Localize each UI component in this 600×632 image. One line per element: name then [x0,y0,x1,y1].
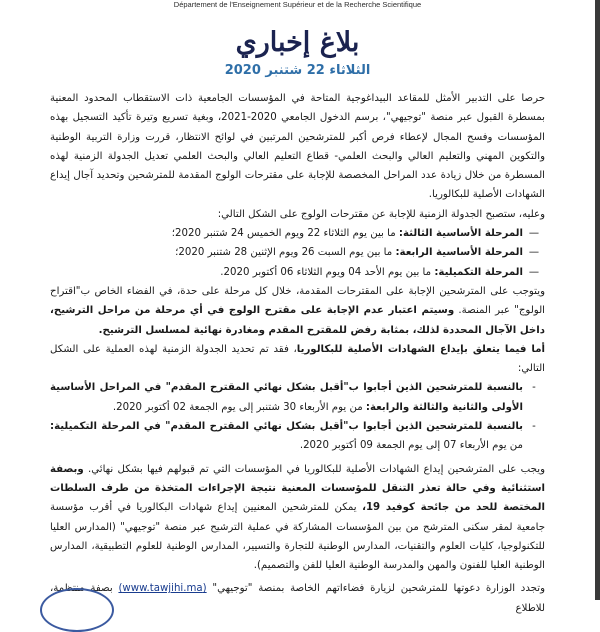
schedule-label: المرحلة التكميلية: [434,266,523,278]
response-text: ويتوجب على المترشحين الإجابة على المقترحات المقدمة، خلال كل مرحلة على حدة، في الفضاء الخاص ب"اقتراح الولوج" عبر المنصة. [50,285,545,317]
deposit-label: بالنسبة للمترشحين الذين أجابوا ب"أقبل بشكل نهائي المقترح المقدم" في المراحل الأساسية الأولى والثانية والثالثة والرابعة: [50,382,523,413]
dash-bullet-icon: - [532,382,536,394]
dash-bullet-icon: — [528,228,540,240]
deposit-text: من يوم الأربعاء 07 إلى يوم الجمعة 09 أكتوبر 2020. [299,440,523,452]
dash-bullet-icon: - [532,421,536,433]
schedule-label: المرحلة الأساسية الثالثة: [398,228,523,240]
schedule-text: ما بين يوم السبت 26 ويوم الإثنين 28 شتنبر 2020؛ [175,247,396,259]
page-edge [595,0,600,600]
department-header: Département de l'Enseignement Supérieur et de la Recherche Scientifique [173,0,422,9]
schedule-label: المرحلة الأساسية الرابعة: [395,247,523,259]
announcement-date: الثلاثاء 22 شتنبر 2020 [224,63,371,78]
schedule-text: ما بين يوم الثلاثاء 22 ويوم الخميس 24 شتنبر 2020؛ [171,228,399,240]
response-paragraph [50,282,545,340]
deposit-text: من يوم الأربعاء 30 شتنبر إلى يوم الجمعة 02 أكتوبر 2020. [112,401,366,413]
closing-paragraph [50,579,545,618]
dash-bullet-icon: — [528,247,540,259]
schedule-item [50,263,545,282]
final-exception: وبصفة استثنائية وفي حالة تعذر التنقل للمؤسسات المعنية نتيجة الإجراءات المتخذة من طرف السلطات المختصة للحد من جائحة كوفيد 19، [50,463,545,514]
final-paragraph [50,460,545,576]
deposit-label: بالنسبة للمترشحين الذين أجابوا ب"أقبل بشكل نهائي المقترح المقدم" في المرحلة التكميلية: [50,421,523,433]
closing-text-end: بصفة منتظمة، للاطلاع [50,583,545,614]
deposit-intro [50,340,545,379]
intro-paragraph: حرصا على التدبير الأمثل للمقاعد البيداغوجية المتاحة في المؤسسات الجامعية ذات الاستقطاب المحدود المعنية بمسطرة القبول عبر منصة "توجيهي"، برسم الدخول الجامعي 2020-2021، وبغية تسريع وتيرة تأكيد التسجيل بهذه المؤسسات وفسح المجال لإعطاء فرص أكبر للمترشحين المرتبين في لوائح الانتظار، قررت وزارة التربية الوطنية والتكوين المهني والتعليم العالي والبحث العلمي- قطاع التعليم العالي والبحث العلمي تعديل الجدولة الزمنية لهذه المسطرة من خلال زيادة عدد المراحل المخصصة للإجابة على مقترحات الولوج المقدمة للمترشحين وتحديد آجال إيداع الشهادات الأصلية للبكالوريا. [50,93,545,201]
announcement-body [50,89,545,618]
deposit-intro-bold: أما فيما يتعلق بإيداع الشهادات الأصلية للبكالوريا [296,343,545,355]
final-text: ويجب على المترشحين إيداع الشهادات الأصلية للبكالوريا في المؤسسات التي تم قبولهم فيها بشكل نهائي. [83,463,545,475]
schedule-item [50,243,545,262]
response-warning: وسيتم اعتبار عدم الإجابة على مقترح الولوج في أي مرحلة من مراحل الترشيح، داخل الآجال المحددة لذلك، بمثابة رفض للمقترح المقدم ومغادرة نهائية لمسلسل الترشيح. [50,305,545,336]
schedule-text: ما بين يوم الأحد 04 ويوم الثلاثاء 06 أكتوبر 2020. [220,266,435,278]
schedule-item [50,224,545,243]
closing-text: وتجدد الوزارة دعوتها للمترشحين لزيارة فضاءاتهم الخاصة بمنصة "توجيهي" [206,583,546,595]
dash-bullet-icon: — [528,266,540,278]
schedule-intro: وعليه، ستصبح الجدولة الزمنية للإجابة عن مقترحات الولوج على الشكل التالي: [217,208,545,220]
deposit-item [50,378,545,417]
deposit-intro-text: ، فقد تم تحديد الجدولة الزمنية لهذه العملية على الشكل التالي: [50,343,545,375]
deposit-item [50,417,545,456]
final-rest: يمكن للمترشحين المعنيين إيداع شهادات البكالوريا في أقرب مؤسسة جامعية لمقر سكنى المترشح من بين المؤسسات المشاركة في عملية الترشيح عبر منصة "توجيهي" (المدارس العليا للتكنولوجيا، كليات العلوم والتقنيات، المدارس الوطنية للتجارة والتسيير، المدارس الوطنية للعلوم التطبيقية، المدارس الوطنية العليا للفنون والمهن والمدرسة الوطنية العليا للفن والتصميم). [50,502,545,572]
tawjihi-link[interactable]: (www.tawjihi.ma) [118,583,207,595]
official-stamp [40,588,114,632]
page-title: بلاغ إخباري [235,27,360,58]
